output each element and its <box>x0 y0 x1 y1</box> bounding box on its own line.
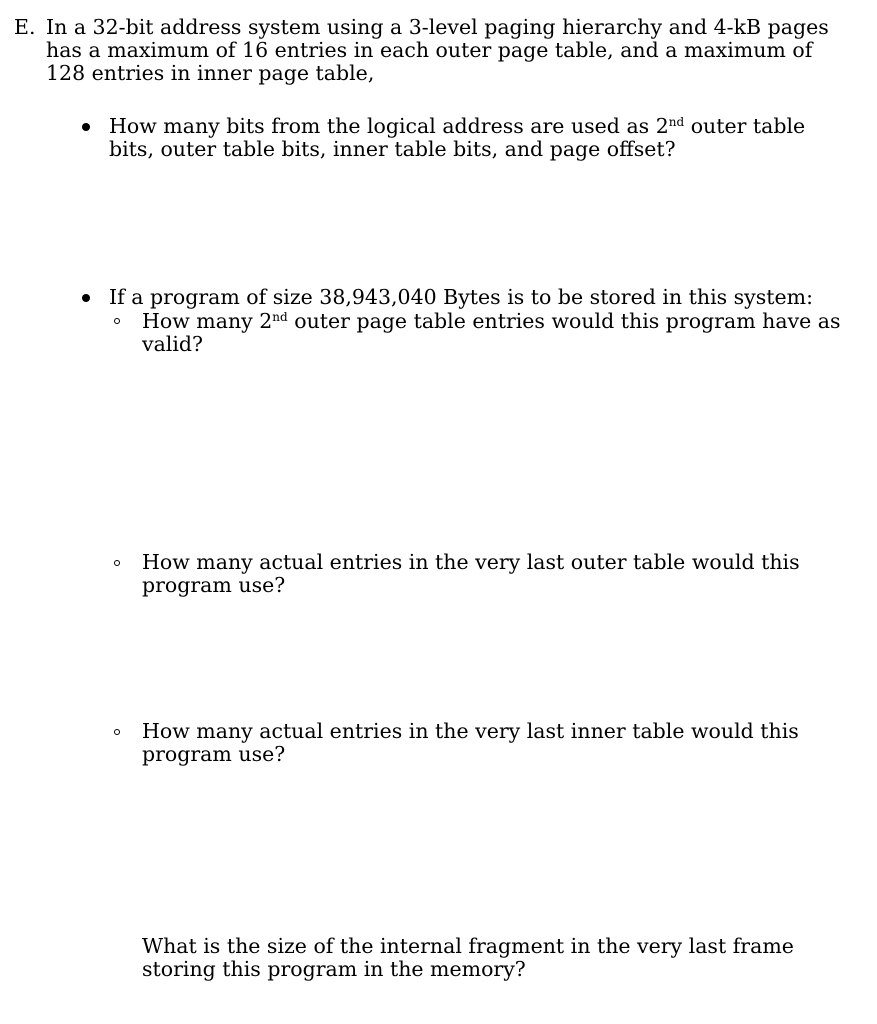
bullet-marker <box>82 123 90 131</box>
bullet-question-bits-text-b: outer table bits, outer table bits, inner table bits, and page offset? <box>109 114 806 161</box>
sub-question-outer-entries: How many actual entries in the very last outer table would this program use? <box>142 550 800 597</box>
bullet-program-size: If a program of size 38,943,040 Bytes is to be stored in this system: <box>109 285 813 309</box>
superscript-nd: nd <box>272 310 288 324</box>
sub-question-valid-entries-text-b: outer page table entries would this program have as valid? <box>142 309 841 356</box>
sub-bullet-marker <box>114 560 120 566</box>
sub-question-valid-entries <box>142 310 852 356</box>
bullet-question-bits <box>109 115 849 161</box>
question-label: E. <box>14 15 36 39</box>
sub-question-inner-entries: How many actual entries in the very last inner table would this program use? <box>142 719 799 766</box>
superscript-nd: nd <box>668 115 685 129</box>
sub-bullet-marker <box>114 729 120 735</box>
question-intro: In a 32-bit address system using a 3-level paging hierarchy and 4-kB pages has a maximum of 16 entries in each outer page table, and a maximum of 128 entries in inner page table, <box>46 15 829 85</box>
bullet-marker <box>82 294 90 302</box>
sub-bullet-marker <box>114 318 120 324</box>
bullet-question-bits-text-a: How many bits from the logical address are used as 2 <box>109 114 669 138</box>
sub-question-valid-entries-text-a: How many 2 <box>142 309 273 333</box>
question-internal-fragment: What is the size of the internal fragment in the very last frame storing this program in the memory? <box>142 934 794 981</box>
